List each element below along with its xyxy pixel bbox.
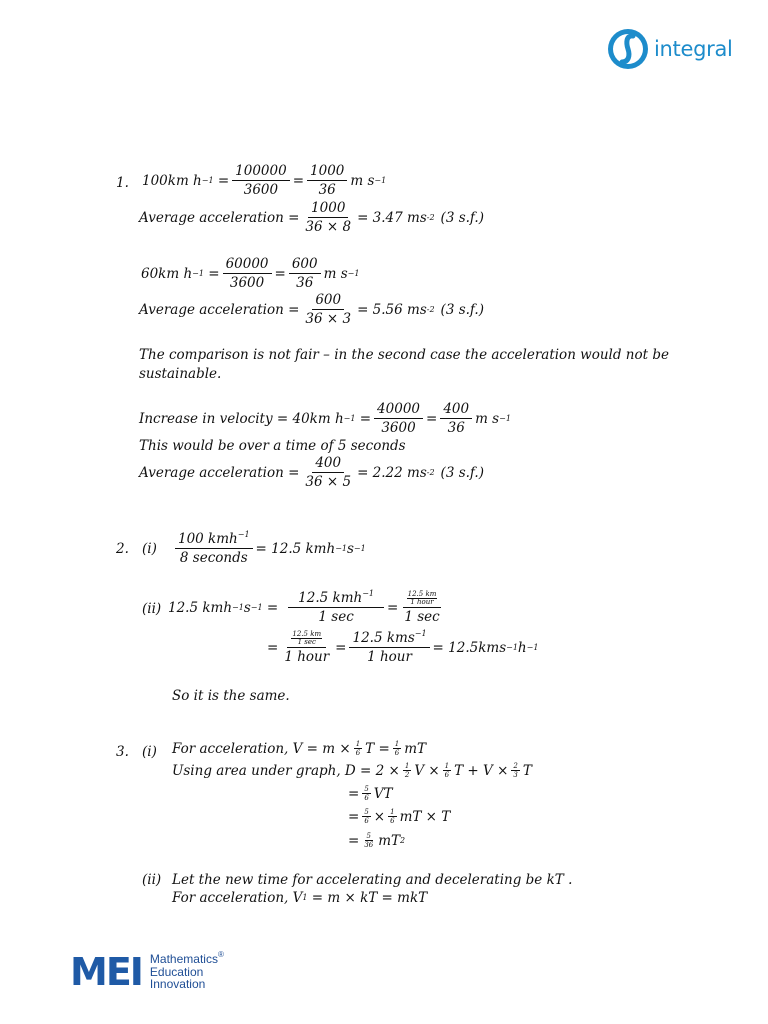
q3-i-line4: = $\frac{5}{6}$ × $\frac{1}{6}$ mT × T	[348, 808, 451, 825]
q3-number: 3.	[116, 744, 129, 760]
mei-logo-letters: MEI	[70, 950, 142, 994]
q3-ii-line1: Let the new time for accelerating and decelerating be kT .	[172, 872, 573, 888]
q3-ii-line2: For acceleration, V 1 = m × kT = mkT	[172, 890, 428, 906]
q3-i-line2: Using area under graph, D = 2 × $\frac{1}{2}$ V × $\frac{1}{6}$ T + V × $\frac{2}{3}$ T	[172, 762, 532, 779]
q1-line5: Increase in velocity = 40km h −1 = $\frac{40000}{3600}$ = $\frac{400}{36}$ m s −1	[139, 401, 511, 436]
q3-i-line3: = $\frac{5}{6}$ VT	[348, 785, 393, 802]
mei-logo	[70, 950, 270, 994]
q1-comparison-line2: sustainable.	[139, 366, 222, 382]
q1-line4: Average acceleration = $\frac{600}{36 \times 3}$ = 5.56 ms -2 (3 s.f.)	[139, 292, 484, 327]
q3-i-line1: For acceleration, V = m × $\frac{1}{6}$ T = $\frac{1}{6}$ mT	[172, 740, 427, 757]
mei-logo-text: Mathematics® Education Innovation	[149, 950, 224, 992]
q1-line1: 100km h −1 = $\frac{100000}{3600}$ = $\frac{1000}{36}$ m s −1	[142, 163, 387, 198]
q2-same: So it is the same.	[172, 688, 290, 704]
integral-logo-icon	[606, 27, 650, 71]
q3-part-ii: (ii)	[142, 872, 162, 888]
q1-number: 1.	[116, 175, 129, 191]
q3-part-i: (i)	[142, 744, 157, 760]
integral-logo	[606, 26, 756, 72]
q2-part-ii: (ii)	[142, 601, 162, 617]
q2-ii-line2: = $\frac{\frac{12.5 km}{1 \sec}}{\text{1 hour}}$ = $\frac{12.5 kms^{-1}}{\text{1 hour}}$ = 12.5kms −1 h −1	[267, 629, 539, 665]
q1-comparison-line1: The comparison is not fair – in the second case the acceleration would not be	[139, 347, 669, 363]
q1-line6: This would be over a time of 5 seconds	[139, 438, 406, 454]
q1-line3: 60km h −1 = $\frac{60000}{3600}$ = $\frac{600}{36}$ m s −1	[141, 256, 360, 291]
q1-line2: Average acceleration = $\frac{1000}{36 \times 8}$ = 3.47 ms -2 (3 s.f.)	[139, 200, 484, 235]
q2-ii-line1: 12.5 kmh −1 s −1 = $\frac{12.5 kmh^{-1}}{1 \sec}$ = $\frac{\frac{12.5 km}{\text{1 hour}}}{1 \sec}$	[168, 589, 440, 625]
q2-i-line: $\frac{100 kmh^{-1}}{\text{8 seconds}}$ = 12.5 kmh −1 s −1	[172, 531, 366, 566]
q2-part-i: (i)	[142, 541, 157, 557]
q2-number: 2.	[116, 541, 129, 557]
q1-line7: Average acceleration = $\frac{400}{36 \times 5}$ = 2.22 ms -2 (3 s.f.)	[139, 455, 484, 490]
q3-i-line5: = $\frac{5}{36}$ mT 2	[348, 832, 406, 849]
integral-logo-text: integral	[654, 37, 733, 61]
